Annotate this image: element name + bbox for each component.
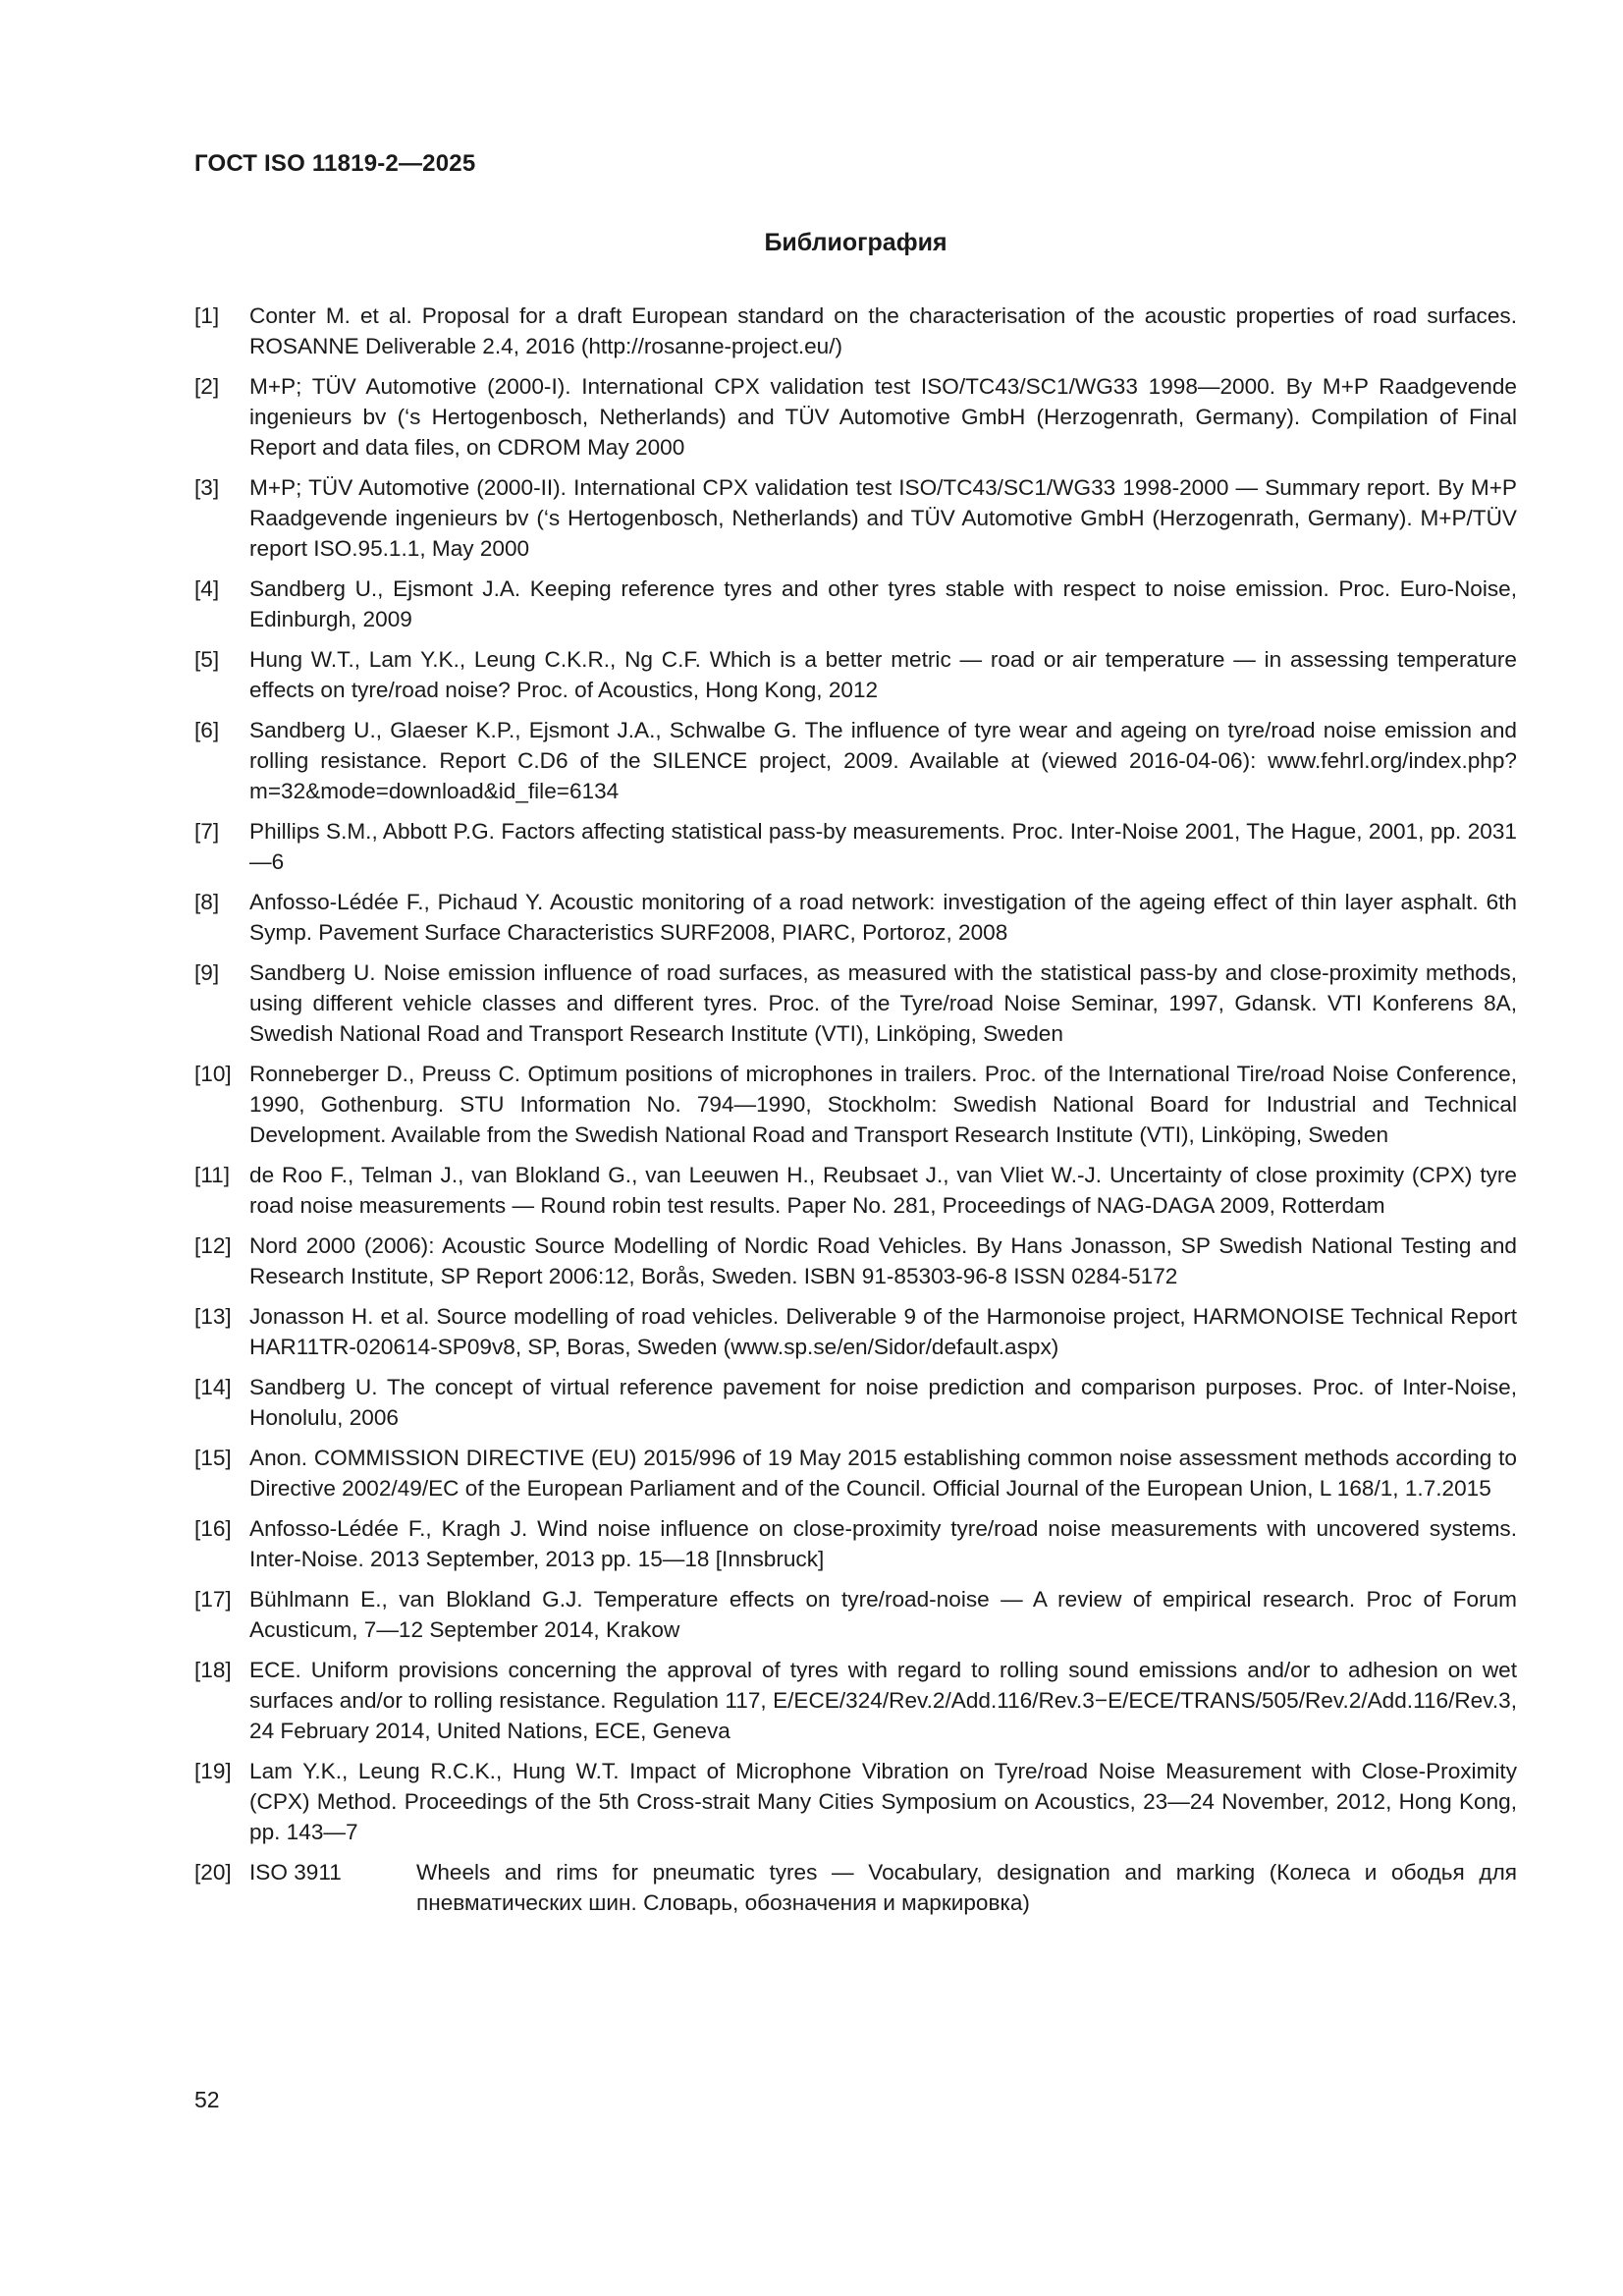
- bibliography-entry: [194, 1059, 1517, 1150]
- bibliography-entry: [194, 1230, 1517, 1291]
- bibliography-list: [194, 301, 1517, 1928]
- entry-number: [11]: [194, 1163, 231, 1187]
- entry-text: Sandberg U., Glaeser K.P., Ejsmont J.A., Schwalbe G. The influence of tyre wear and ageing on tyre/road noise emission and rolling resistance. Report C.D6 of the SILENCE project, 2009. Available at (viewed 2016-04-06): www.fehrl.​org/index.php?m=32&mode=download&id_file=6134: [249, 718, 1517, 803]
- entry-text: Hung W.T., Lam Y.K., Leung C.K.R., Ng C.F. Which is a better metric — road or air temperature — in assessing temperature effects on tyre/road noise? Proc. of Acoustics, Hong Kong, 2012: [249, 647, 1517, 702]
- entry-text: Phillips S.M., Abbott P.G. Factors affecting statistical pass-by measurements. Proc. Inter-Noise 2001, The Hague, 2001, pp. 2031—6: [249, 819, 1517, 874]
- entry-text: Sandberg U. Noise emission influence of road surfaces, as measured with the statistical pass-by and close-proximity methods, using different vehicle classes and different tyres. Proc. of the Tyre/road Noise Seminar, 1997, Gdansk. VTI Konferens 8A, Swedish National Road and Transport Research Institute (VTI), Linköping, Sweden: [249, 960, 1517, 1046]
- entry-text: Lam Y.K., Leung R.C.K., Hung W.T. Impact of Microphone Vibration on Tyre/road Noise Measurement with Close-Proximity (CPX) Method. Proceedings of the 5th Cross-strait Many Cities Symposium on Acoustics, 23—24 November, 2012, Hong Kong, pp. 143—7: [249, 1759, 1517, 1844]
- bibliography-entry: [194, 1655, 1517, 1746]
- entry-text: Jonasson H. et al. Source modelling of road vehicles. Deliverable 9 of the Harmonoise project, HARMONOISE Technical Report HAR11TR-020614-SP09v8, SP, Boras, Sweden (www.sp.se/en/Sidor/default.aspx): [249, 1304, 1517, 1359]
- entry-number: [9]: [194, 960, 220, 985]
- entry-text: de Roo F., Telman J., van Blokland G., van Leeuwen H., Reubsaet J., van Vliet W.-J. Uncertainty of close proximity (CPX) tyre road noise measurements — Round robin test results. Paper No. 281, Proceedings of NAG-DAGA 2009, Rotterdam: [249, 1163, 1517, 1218]
- entry-text: Anfosso-Lédée F., Pichaud Y. Acoustic monitoring of a road network: investigation of the ageing effect of thin layer asphalt. 6th Symp. Pavement Surface Characteristics SURF2008, PIARC, Portoroz, 2008: [249, 890, 1517, 945]
- bibliography-entry: [194, 644, 1517, 705]
- entry-number: [3]: [194, 475, 220, 500]
- bibliography-entry: [194, 957, 1517, 1049]
- entry-number: [2]: [194, 374, 220, 399]
- entry-text: Anon. COMMISSION DIRECTIVE (EU) 2015/996 of 19 May 2015 establishing common noise assessment methods according to Directive 2002/49/EC of the European Parliament and of the Council. Official Journal of the European Union, L 168/1, 1.7.2015: [249, 1446, 1517, 1501]
- bibliography-entry: [194, 371, 1517, 463]
- entry-number: [5]: [194, 647, 220, 672]
- bibliography-entry: [194, 574, 1517, 634]
- bibliography-entry: [194, 1301, 1517, 1362]
- bibliography-entry-standard: [194, 1857, 1517, 1918]
- page-number: 52: [194, 2087, 220, 2112]
- entry-number: [12]: [194, 1233, 232, 1258]
- bibliography-entry: [194, 472, 1517, 564]
- entry-number: [16]: [194, 1516, 232, 1541]
- entry-number: [4]: [194, 576, 220, 601]
- entry-number: [19]: [194, 1759, 232, 1783]
- entry-text: ECE. Uniform provisions concerning the approval of tyres with regard to rolling sound emissions and/or to adhesion on wet surfaces and/or to rolling resistance. Regulation 117, E/ECE/324/Rev.2/Add.116/Rev.3−E/ECE/TRANS/505/​Rev.2/Add.116/Rev.3, 24 February 2014, United Nations, ECE, Geneva: [249, 1658, 1517, 1743]
- bibliography-entry: [194, 1443, 1517, 1503]
- bibliography-entry: [194, 1513, 1517, 1574]
- bibliography-entry: [194, 1756, 1517, 1847]
- entry-text: Sandberg U. The concept of virtual reference pavement for noise prediction and comparison purposes. Proc. of Inter-Noise, Honolulu, 2006: [249, 1375, 1517, 1430]
- section-title: Библиография: [764, 229, 947, 256]
- bibliography-entry: [194, 1584, 1517, 1645]
- entry-number: [20]: [194, 1860, 232, 1885]
- entry-text: Bühlmann E., van Blokland G.J. Temperature effects on tyre/road-noise — A review of empirical research. Proc of Forum Acusticum, 7—12 September 2014, Krakow: [249, 1587, 1517, 1642]
- bibliography-entry: [194, 301, 1517, 361]
- entry-number: [14]: [194, 1375, 232, 1399]
- entry-text: Nord 2000 (2006): Acoustic Source Modelling of Nordic Road Vehicles. By Hans Jonasson, SP Swedish National Testing and Research Institute, SP Report 2006:12, Borås, Sweden. ISBN 91-85303-96-8 ISSN 0284-5172: [249, 1233, 1517, 1288]
- entry-number: [18]: [194, 1658, 232, 1682]
- bibliography-entry: [194, 816, 1517, 877]
- bibliography-entry: [194, 715, 1517, 806]
- entry-number: [17]: [194, 1587, 232, 1612]
- entry-number: [13]: [194, 1304, 232, 1329]
- entry-text: Wheels and rims for pneumatic tyres — Vocabulary, designation and marking (Колеса и ободья для пневматических шин. Словарь, обозначения и маркировка): [416, 1860, 1517, 1915]
- entry-text: Conter M. et al. Proposal for a draft European standard on the characterisation of the acoustic properties of road surfaces. ROSANNE Deliverable 2.4, 2016 (http://rosanne-project.eu/): [249, 303, 1517, 358]
- bibliography-entry: [194, 1372, 1517, 1433]
- bibliography-entry: [194, 1160, 1517, 1221]
- entry-number: [15]: [194, 1446, 232, 1470]
- standard-code: ISO 3911: [249, 1860, 342, 1885]
- entry-number: [6]: [194, 718, 220, 742]
- bibliography-entry: [194, 887, 1517, 948]
- entry-text: M+P; TÜV Automotive (2000-I). International CPX validation test ISO/TC43/SC1/WG33 1998—2000. By M+P Raadgevende ingenieurs bv (‘s Hertogenbosch, Netherlands) and TÜV Automotive GmbH (Herzogenrath, Germany). Compilation of Final Report and data files, on CDROM May 2000: [249, 374, 1517, 460]
- entry-number: [8]: [194, 890, 220, 914]
- entry-text: Anfosso-Lédée F., Kragh J. Wind noise influence on close-proximity tyre/road noise measurements with uncovered systems. Inter-Noise. 2013 September, 2013 pp. 15—18 [Innsbruck]: [249, 1516, 1517, 1571]
- entry-text: M+P; TÜV Automotive (2000-II). International CPX validation test ISO/TC43/SC1/WG33 1998-2000 — Summary report. By M+P Raadgevende ingenieurs bv (‘s Hertogenbosch, Netherlands) and TÜV Automotive GmbH (Herzogenrath, Germany). M+P/TÜV report ISO.95.1.1, May 2000: [249, 475, 1517, 561]
- document-code: ГОСТ ISO 11819-2—2025: [194, 150, 476, 177]
- entry-text: Ronneberger D., Preuss C. Optimum positions of microphones in trailers. Proc. of the International Tire/road Noise Conference, 1990, Gothenburg. STU Information No. 794—1990, Stockholm: Swedish National Board for Industrial and Technical Development. Available from the Swedish National Road and Transport Research Institute (VTI), Linköping, Sweden: [249, 1062, 1517, 1147]
- entry-number: [10]: [194, 1062, 232, 1086]
- entry-number: [1]: [194, 303, 220, 328]
- entry-text: Sandberg U., Ejsmont J.A. Keeping reference tyres and other tyres stable with respect to noise emission. Proc. Euro-Noise, Edinburgh, 2009: [249, 576, 1517, 631]
- entry-number: [7]: [194, 819, 220, 844]
